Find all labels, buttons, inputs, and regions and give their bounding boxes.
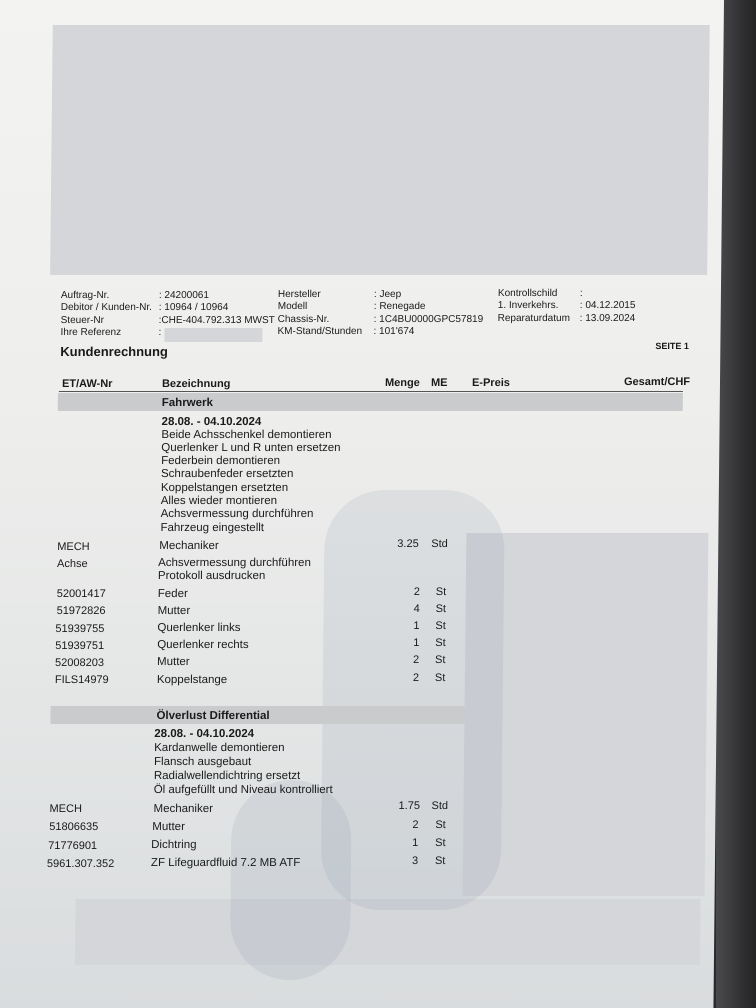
tax-number-label: Steuer-Nr [60, 315, 105, 326]
item-description: Querlenker links [157, 622, 241, 634]
item-unit: St [434, 672, 446, 684]
section-title-fahrwerk: Fahrwerk [161, 397, 213, 409]
column-header-unit: ME [430, 377, 448, 389]
item-unit: St [435, 837, 446, 849]
item-description: Achsvermessung durchführen [158, 557, 311, 569]
page-number: SEITE 1 [655, 341, 689, 351]
order-number-value: : 24200061 [158, 290, 210, 301]
work-step: Flansch ausgebaut [153, 756, 252, 768]
repair-date-label: Reparaturdatum [497, 313, 570, 324]
item-code: 51806635 [49, 821, 99, 833]
item-code: 51939755 [55, 623, 105, 635]
customer-number-value: : 10964 / 10964 [158, 302, 229, 313]
order-number-label: Auftrag-Nr. [60, 290, 110, 301]
item-description: Mutter [157, 605, 191, 617]
item-unit: St [435, 620, 446, 632]
item-unit: St [435, 603, 447, 615]
item-code: 52001417 [56, 588, 106, 600]
chassis-value: : 1C4BU0000GPC57819 [373, 314, 484, 325]
item-quantity: 1 [413, 620, 420, 632]
item-code: 51972826 [56, 605, 106, 617]
item-code: 5961.307.352 [46, 858, 115, 870]
item-description: Mechaniker [159, 540, 219, 552]
item-unit: Std [431, 538, 448, 550]
table-header-rule [59, 391, 683, 392]
model-label: Modell [277, 301, 308, 312]
item-description: Koppelstange [156, 674, 228, 686]
column-header-quantity: Menge [384, 377, 420, 389]
item-quantity: 2 [413, 586, 420, 598]
mileage-label: KM-Stand/Stunden [277, 326, 363, 337]
work-step: Koppelstangen ersetzten [160, 482, 289, 494]
item-quantity: 3.25 [397, 538, 419, 550]
item-description: Querlenker rechts [157, 639, 249, 651]
work-step: Radialwellendichtring ersetzt [153, 770, 301, 782]
section-bar [58, 393, 683, 411]
item-code: MECH [57, 541, 90, 553]
model-value: : Renegade [373, 301, 426, 312]
item-unit: Std [431, 800, 449, 812]
item-quantity: 2 [413, 654, 420, 666]
item-code: 71776901 [48, 840, 98, 852]
work-step: Beide Achsschenkel demontieren [161, 429, 332, 441]
first-registration-value: : 04.12.2015 [579, 300, 636, 311]
redacted-reference [164, 328, 262, 342]
item-code: 52008203 [54, 657, 105, 669]
reference-label: Ihre Referenz [60, 327, 122, 338]
customer-number-label: Debitor / Kunden-Nr. [60, 302, 153, 313]
work-step: Öl aufgefüllt und Niveau kontrolliert [153, 784, 333, 796]
reference-value: : [158, 327, 162, 338]
tax-number-value: :CHE-404.792.313 MWST [158, 315, 275, 326]
item-quantity: 1 [413, 637, 420, 649]
work-date: 28.08. - 04.10.2024 [161, 416, 262, 428]
document-title: Kundenrechnung [60, 344, 169, 359]
work-step: Fahrzeug eingestellt [160, 522, 265, 534]
item-unit: St [435, 654, 446, 666]
first-registration-label: 1. Inverkehrs. [497, 300, 559, 311]
item-quantity: 2 [412, 819, 419, 831]
item-quantity: 3 [411, 855, 419, 867]
chassis-label: Chassis-Nr. [277, 314, 330, 325]
redacted-letterhead [50, 25, 710, 275]
item-code: FILS14979 [54, 674, 109, 686]
plate-label: Kontrollschild [497, 288, 558, 299]
work-step: Achsvermessung durchführen [160, 508, 314, 520]
item-code: MECH [49, 803, 82, 815]
item-description: Mechaniker [153, 803, 214, 815]
column-header-et: ET/AW-Nr [61, 378, 113, 390]
item-description: Feder [157, 588, 188, 600]
column-header-description: Bezeichnung [161, 378, 231, 390]
plate-value: : [579, 288, 583, 299]
work-step: Federbein demontieren [161, 455, 281, 467]
work-step: Alles wieder montieren [160, 495, 278, 507]
manufacturer-value: : Jeep [373, 289, 402, 300]
column-header-total: Gesamt/CHF [623, 376, 691, 388]
item-description: Dichtring [151, 839, 197, 851]
item-unit: St [435, 637, 446, 649]
item-description: ZF Lifeguardfluid 7.2 MB ATF [150, 857, 301, 869]
manufacturer-label: Hersteller [277, 289, 321, 300]
item-quantity: 4 [413, 603, 420, 615]
work-step: Querlenker L und R unten ersetzen [161, 442, 341, 454]
item-quantity: 1.75 [398, 800, 421, 812]
work-step: Kardanwelle demontieren [154, 742, 285, 754]
item-description-line2: Protokoll ausdrucken [157, 570, 266, 582]
column-header-unit-price: E-Preis [471, 377, 510, 389]
item-unit: St [435, 819, 446, 831]
item-code: Achse [57, 558, 88, 570]
item-quantity: 2 [412, 672, 420, 684]
item-description: Mutter [157, 656, 190, 668]
item-unit: St [434, 855, 446, 867]
repair-date-value: : 13.09.2024 [579, 313, 636, 324]
item-code: 51939751 [55, 640, 105, 652]
section-title-oelverlust: Ölverlust Differential [156, 710, 270, 722]
mileage-value: : 101'674 [373, 326, 415, 337]
work-step: Schraubenfeder ersetzten [160, 468, 294, 480]
item-description: Mutter [152, 821, 185, 833]
item-unit: St [435, 586, 447, 598]
work-date: 28.08. - 04.10.2024 [154, 728, 255, 740]
photo-shadow [230, 780, 352, 980]
item-quantity: 1 [412, 837, 419, 849]
